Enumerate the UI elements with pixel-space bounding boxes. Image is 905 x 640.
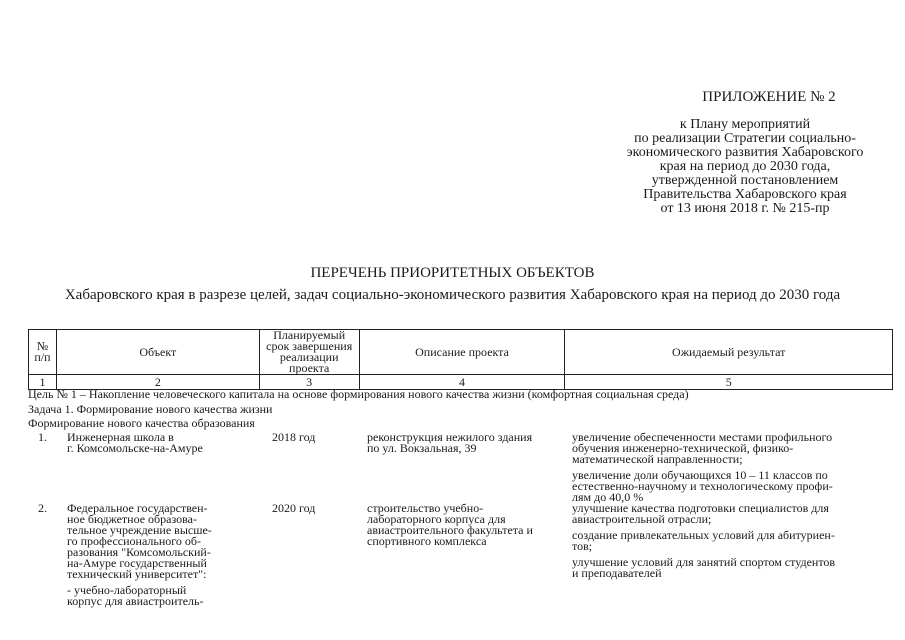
document-title: [0, 264, 905, 304]
appendix-line: по реализации Стратегии социально-: [634, 131, 856, 146]
row-object: Федеральное государствен- ное бюджетное образова- тельное учреждение высше- го профессионального об- разования "Комсомольский- на-Амуре государственный технический университет": - учебно-лабораторный корпус для авиастроитель-: [67, 501, 212, 608]
row-result: улучшение качества подготовки специалистов для авиастроительной отрасли; создание привлекательных условий для абитуриен- тов; улучшение условий для занятий спортом студентов и преподавателей: [572, 501, 836, 580]
header-cell-description: Описание проекта: [359, 330, 565, 375]
appendix-line: утвержденной постановлением: [651, 173, 839, 188]
row-description: реконструкция нежилого здания по ул. Вокзальная, 39: [367, 430, 533, 455]
column-number: 3: [259, 375, 359, 390]
row-number: 2.: [38, 501, 47, 515]
column-number: 2: [56, 375, 259, 390]
column-number: 1: [29, 375, 57, 390]
subsection-heading: Формирование нового качества образования: [28, 416, 255, 430]
appendix-line: от 13 июня 2018 г. № 215-пр: [660, 201, 830, 216]
row-result: увеличение обеспеченности местами профильного обучения инженерно-технической, физико- математической направленности; увеличение доли обучающихся 10 – 11 классов по естественно-научному и технологическому профи- лям до 40,0 %: [572, 430, 833, 504]
title-line-2: Хабаровского края в разрезе целей, задач социально-экономического развития Хабаровского края на период до 2030 года: [64, 287, 841, 303]
column-number: 4: [359, 375, 565, 390]
header-row: [29, 330, 893, 375]
task-heading: Задача 1. Формирование нового качества жизни: [28, 402, 273, 416]
header-cell-result: Ожидаемый результат: [565, 330, 893, 375]
appendix-title: ПРИЛОЖЕНИЕ № 2: [702, 89, 836, 105]
row-year: 2020 год: [272, 501, 316, 515]
header-cell-deadline: Планируемый срок завершения реализации проекта: [259, 330, 359, 375]
goal-heading: Цель № 1 – Накопление человеческого капитала на основе формирования нового качества жизни (комфортная социальная среда): [28, 387, 689, 401]
appendix-line: к Плану мероприятий: [679, 117, 811, 132]
row-number: 1.: [38, 430, 47, 444]
row-object: Инженерная школа в г. Комсомольске-на-Амуре: [67, 430, 203, 455]
appendix-block: [600, 90, 890, 216]
appendix-line: Правительства Хабаровского края: [643, 187, 847, 202]
row-year: 2018 год: [272, 430, 316, 444]
appendix-line: края на период до 2030 года,: [659, 159, 831, 174]
objects-table-header: [28, 329, 893, 390]
header-cell-number: № п/п: [29, 330, 57, 375]
appendix-line: экономического развития Хабаровского: [626, 145, 864, 160]
title-line-1: ПЕРЕЧЕНЬ ПРИОРИТЕТНЫХ ОБЪЕКТОВ: [310, 265, 595, 281]
header-cell-object: Объект: [56, 330, 259, 375]
row-description: строительство учебно- лабораторного корпуса для авиастроительного факультета и спортивного комплекса: [367, 501, 533, 548]
column-number: 5: [565, 375, 893, 390]
